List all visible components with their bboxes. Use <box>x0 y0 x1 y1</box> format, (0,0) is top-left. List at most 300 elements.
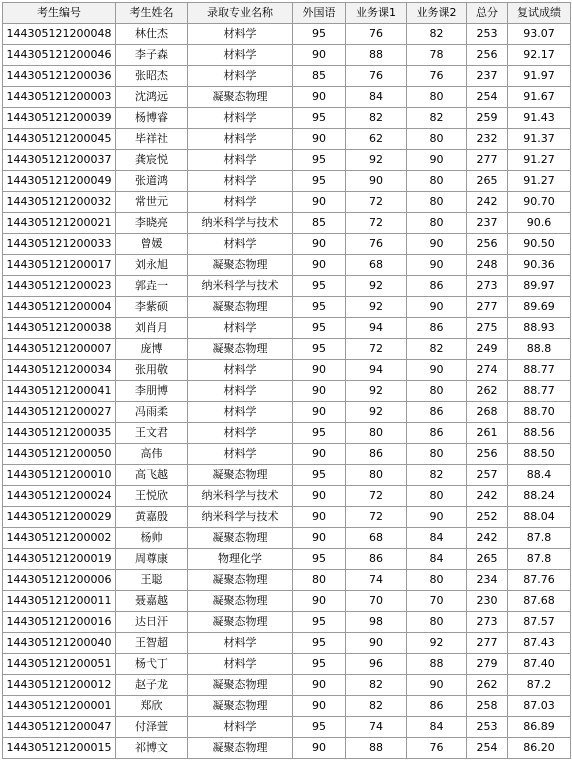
cell-candidate-id: 144305121200040 <box>3 633 116 654</box>
cell-retest-score: 90.36 <box>508 255 571 276</box>
cell-subject-2: 88 <box>407 654 467 675</box>
cell-subject-2: 92 <box>407 633 467 654</box>
cell-subject-2: 90 <box>407 234 467 255</box>
cell-major-name: 纳米科学与技术 <box>188 213 293 234</box>
cell-total-score: 277 <box>467 633 508 654</box>
column-header-candidate-name: 考生姓名 <box>116 3 188 24</box>
cell-candidate-name: 刘永旭 <box>116 255 188 276</box>
table-row <box>3 717 571 738</box>
cell-candidate-name: 达日汗 <box>116 612 188 633</box>
cell-total-score: 234 <box>467 570 508 591</box>
cell-subject-1: 92 <box>346 402 407 423</box>
cell-major-name: 材料学 <box>188 171 293 192</box>
cell-retest-score: 87.68 <box>508 591 571 612</box>
cell-major-name: 材料学 <box>188 633 293 654</box>
cell-candidate-id: 144305121200023 <box>3 276 116 297</box>
table-row <box>3 486 571 507</box>
cell-subject-2: 90 <box>407 507 467 528</box>
cell-candidate-id: 144305121200007 <box>3 339 116 360</box>
cell-candidate-name: 曾媛 <box>116 234 188 255</box>
cell-subject-2: 82 <box>407 108 467 129</box>
cell-candidate-id: 144305121200037 <box>3 150 116 171</box>
cell-retest-score: 87.8 <box>508 528 571 549</box>
cell-candidate-name: 张昭杰 <box>116 66 188 87</box>
cell-major-name: 材料学 <box>188 108 293 129</box>
cell-candidate-name: 祁博文 <box>116 738 188 759</box>
cell-candidate-id: 144305121200041 <box>3 381 116 402</box>
cell-subject-2: 84 <box>407 528 467 549</box>
cell-foreign-language: 95 <box>293 339 346 360</box>
cell-subject-2: 90 <box>407 360 467 381</box>
cell-retest-score: 88.93 <box>508 318 571 339</box>
cell-subject-2: 76 <box>407 738 467 759</box>
cell-retest-score: 91.37 <box>508 129 571 150</box>
cell-retest-score: 89.97 <box>508 276 571 297</box>
cell-candidate-name: 李子森 <box>116 45 188 66</box>
cell-subject-2: 82 <box>407 24 467 45</box>
cell-total-score: 262 <box>467 675 508 696</box>
cell-foreign-language: 95 <box>293 654 346 675</box>
cell-candidate-id: 144305121200036 <box>3 66 116 87</box>
cell-total-score: 275 <box>467 318 508 339</box>
cell-foreign-language: 90 <box>293 444 346 465</box>
cell-subject-2: 80 <box>407 192 467 213</box>
table-row <box>3 360 571 381</box>
cell-total-score: 242 <box>467 486 508 507</box>
cell-total-score: 242 <box>467 192 508 213</box>
cell-subject-1: 72 <box>346 486 407 507</box>
cell-candidate-id: 144305121200035 <box>3 423 116 444</box>
cell-candidate-id: 144305121200015 <box>3 738 116 759</box>
cell-foreign-language: 95 <box>293 24 346 45</box>
cell-candidate-id: 144305121200032 <box>3 192 116 213</box>
cell-retest-score: 86.89 <box>508 717 571 738</box>
cell-total-score: 237 <box>467 213 508 234</box>
cell-total-score: 254 <box>467 738 508 759</box>
cell-subject-2: 80 <box>407 570 467 591</box>
table-row <box>3 381 571 402</box>
table-row <box>3 45 571 66</box>
cell-candidate-name: 杨博睿 <box>116 108 188 129</box>
cell-subject-1: 86 <box>346 549 407 570</box>
cell-subject-1: 62 <box>346 129 407 150</box>
cell-candidate-id: 144305121200004 <box>3 297 116 318</box>
cell-retest-score: 91.27 <box>508 171 571 192</box>
cell-major-name: 材料学 <box>188 318 293 339</box>
cell-retest-score: 88.77 <box>508 381 571 402</box>
table-row <box>3 654 571 675</box>
cell-retest-score: 88.77 <box>508 360 571 381</box>
cell-subject-1: 80 <box>346 423 407 444</box>
table-row <box>3 549 571 570</box>
cell-candidate-name: 王文君 <box>116 423 188 444</box>
cell-total-score: 248 <box>467 255 508 276</box>
table-row <box>3 297 571 318</box>
cell-subject-1: 82 <box>346 675 407 696</box>
table-row <box>3 192 571 213</box>
cell-retest-score: 91.67 <box>508 87 571 108</box>
cell-total-score: 268 <box>467 402 508 423</box>
cell-candidate-name: 冯雨柔 <box>116 402 188 423</box>
cell-major-name: 材料学 <box>188 45 293 66</box>
cell-foreign-language: 90 <box>293 360 346 381</box>
cell-subject-1: 90 <box>346 633 407 654</box>
cell-foreign-language: 90 <box>293 675 346 696</box>
cell-retest-score: 92.17 <box>508 45 571 66</box>
cell-subject-2: 90 <box>407 255 467 276</box>
admission-score-table <box>2 2 571 759</box>
cell-subject-2: 80 <box>407 486 467 507</box>
cell-major-name: 纳米科学与技术 <box>188 507 293 528</box>
table-row <box>3 528 571 549</box>
cell-retest-score: 90.6 <box>508 213 571 234</box>
cell-total-score: 277 <box>467 150 508 171</box>
cell-total-score: 230 <box>467 591 508 612</box>
cell-subject-1: 70 <box>346 591 407 612</box>
column-header-total-score: 总分 <box>467 3 508 24</box>
cell-subject-1: 76 <box>346 234 407 255</box>
cell-retest-score: 90.70 <box>508 192 571 213</box>
cell-major-name: 凝聚态物理 <box>188 465 293 486</box>
cell-subject-2: 90 <box>407 150 467 171</box>
cell-candidate-name: 张道鸿 <box>116 171 188 192</box>
cell-candidate-id: 144305121200024 <box>3 486 116 507</box>
cell-major-name: 材料学 <box>188 234 293 255</box>
cell-candidate-id: 144305121200012 <box>3 675 116 696</box>
cell-total-score: 261 <box>467 423 508 444</box>
cell-foreign-language: 90 <box>293 507 346 528</box>
cell-candidate-name: 毕祥社 <box>116 129 188 150</box>
cell-candidate-id: 144305121200046 <box>3 45 116 66</box>
cell-major-name: 材料学 <box>188 192 293 213</box>
cell-candidate-name: 王悦欣 <box>116 486 188 507</box>
cell-total-score: 249 <box>467 339 508 360</box>
table-row <box>3 570 571 591</box>
cell-foreign-language: 90 <box>293 696 346 717</box>
cell-major-name: 凝聚态物理 <box>188 255 293 276</box>
cell-total-score: 256 <box>467 444 508 465</box>
cell-subject-2: 86 <box>407 696 467 717</box>
table-row <box>3 633 571 654</box>
table-row <box>3 129 571 150</box>
cell-subject-2: 80 <box>407 381 467 402</box>
cell-subject-1: 82 <box>346 108 407 129</box>
cell-major-name: 凝聚态物理 <box>188 528 293 549</box>
cell-total-score: 265 <box>467 549 508 570</box>
cell-candidate-id: 144305121200051 <box>3 654 116 675</box>
cell-total-score: 258 <box>467 696 508 717</box>
cell-total-score: 257 <box>467 465 508 486</box>
cell-subject-2: 86 <box>407 402 467 423</box>
cell-candidate-name: 沈鸿远 <box>116 87 188 108</box>
cell-major-name: 材料学 <box>188 66 293 87</box>
cell-candidate-id: 144305121200034 <box>3 360 116 381</box>
cell-total-score: 237 <box>467 66 508 87</box>
cell-subject-1: 68 <box>346 528 407 549</box>
cell-total-score: 273 <box>467 276 508 297</box>
cell-subject-2: 86 <box>407 423 467 444</box>
column-header-candidate-id: 考生编号 <box>3 3 116 24</box>
cell-total-score: 262 <box>467 381 508 402</box>
cell-foreign-language: 90 <box>293 129 346 150</box>
cell-candidate-id: 144305121200033 <box>3 234 116 255</box>
cell-foreign-language: 90 <box>293 738 346 759</box>
cell-candidate-name: 李晓亮 <box>116 213 188 234</box>
cell-subject-1: 88 <box>346 738 407 759</box>
table-row <box>3 213 571 234</box>
cell-major-name: 纳米科学与技术 <box>188 276 293 297</box>
table-row <box>3 234 571 255</box>
cell-retest-score: 87.03 <box>508 696 571 717</box>
cell-foreign-language: 95 <box>293 633 346 654</box>
column-header-foreign-language: 外国语 <box>293 3 346 24</box>
cell-retest-score: 88.70 <box>508 402 571 423</box>
cell-candidate-id: 144305121200049 <box>3 171 116 192</box>
cell-subject-2: 82 <box>407 339 467 360</box>
cell-subject-1: 98 <box>346 612 407 633</box>
cell-foreign-language: 90 <box>293 45 346 66</box>
table-row <box>3 318 571 339</box>
cell-total-score: 259 <box>467 108 508 129</box>
cell-retest-score: 91.97 <box>508 66 571 87</box>
cell-foreign-language: 90 <box>293 381 346 402</box>
table-row <box>3 423 571 444</box>
cell-retest-score: 88.04 <box>508 507 571 528</box>
cell-subject-1: 74 <box>346 570 407 591</box>
cell-subject-1: 76 <box>346 66 407 87</box>
cell-candidate-id: 144305121200017 <box>3 255 116 276</box>
cell-candidate-name: 高飞越 <box>116 465 188 486</box>
cell-foreign-language: 90 <box>293 192 346 213</box>
cell-foreign-language: 95 <box>293 549 346 570</box>
cell-candidate-name: 张用敬 <box>116 360 188 381</box>
cell-candidate-name: 黄嘉殷 <box>116 507 188 528</box>
cell-foreign-language: 85 <box>293 66 346 87</box>
cell-total-score: 254 <box>467 87 508 108</box>
cell-candidate-name: 郑欣 <box>116 696 188 717</box>
cell-retest-score: 87.76 <box>508 570 571 591</box>
cell-retest-score: 88.4 <box>508 465 571 486</box>
cell-major-name: 材料学 <box>188 402 293 423</box>
cell-foreign-language: 95 <box>293 612 346 633</box>
cell-candidate-id: 144305121200016 <box>3 612 116 633</box>
table-row <box>3 171 571 192</box>
cell-total-score: 256 <box>467 45 508 66</box>
cell-major-name: 材料学 <box>188 24 293 45</box>
cell-major-name: 材料学 <box>188 717 293 738</box>
cell-total-score: 253 <box>467 24 508 45</box>
cell-foreign-language: 90 <box>293 402 346 423</box>
cell-major-name: 凝聚态物理 <box>188 696 293 717</box>
table-row <box>3 738 571 759</box>
cell-subject-2: 80 <box>407 171 467 192</box>
cell-subject-1: 92 <box>346 381 407 402</box>
cell-candidate-name: 付泽萱 <box>116 717 188 738</box>
cell-major-name: 凝聚态物理 <box>188 570 293 591</box>
column-header-major-name: 录取专业名称 <box>188 3 293 24</box>
cell-subject-1: 94 <box>346 318 407 339</box>
cell-total-score: 274 <box>467 360 508 381</box>
cell-subject-2: 78 <box>407 45 467 66</box>
cell-major-name: 材料学 <box>188 129 293 150</box>
cell-retest-score: 88.8 <box>508 339 571 360</box>
cell-foreign-language: 95 <box>293 423 346 444</box>
cell-foreign-language: 95 <box>293 150 346 171</box>
cell-candidate-id: 144305121200048 <box>3 24 116 45</box>
table-row <box>3 465 571 486</box>
cell-total-score: 277 <box>467 297 508 318</box>
cell-major-name: 凝聚态物理 <box>188 591 293 612</box>
cell-retest-score: 91.43 <box>508 108 571 129</box>
cell-foreign-language: 95 <box>293 465 346 486</box>
cell-subject-1: 74 <box>346 717 407 738</box>
cell-retest-score: 87.57 <box>508 612 571 633</box>
cell-retest-score: 87.43 <box>508 633 571 654</box>
cell-foreign-language: 90 <box>293 234 346 255</box>
cell-subject-1: 82 <box>346 696 407 717</box>
cell-subject-1: 72 <box>346 339 407 360</box>
table-row <box>3 444 571 465</box>
cell-subject-2: 84 <box>407 549 467 570</box>
cell-major-name: 材料学 <box>188 654 293 675</box>
cell-foreign-language: 95 <box>293 276 346 297</box>
cell-candidate-id: 144305121200021 <box>3 213 116 234</box>
cell-candidate-id: 144305121200001 <box>3 696 116 717</box>
cell-subject-1: 92 <box>346 276 407 297</box>
cell-subject-2: 70 <box>407 591 467 612</box>
cell-foreign-language: 90 <box>293 87 346 108</box>
cell-subject-1: 96 <box>346 654 407 675</box>
table-row <box>3 150 571 171</box>
cell-retest-score: 88.24 <box>508 486 571 507</box>
cell-retest-score: 87.2 <box>508 675 571 696</box>
cell-foreign-language: 90 <box>293 255 346 276</box>
cell-candidate-id: 144305121200038 <box>3 318 116 339</box>
cell-total-score: 279 <box>467 654 508 675</box>
table-row <box>3 591 571 612</box>
cell-retest-score: 88.50 <box>508 444 571 465</box>
cell-major-name: 物理化学 <box>188 549 293 570</box>
table-body <box>3 24 571 759</box>
table-row <box>3 108 571 129</box>
cell-foreign-language: 90 <box>293 486 346 507</box>
cell-candidate-name: 郭垚一 <box>116 276 188 297</box>
cell-candidate-id: 144305121200045 <box>3 129 116 150</box>
cell-major-name: 材料学 <box>188 150 293 171</box>
cell-foreign-language: 95 <box>293 108 346 129</box>
cell-subject-2: 82 <box>407 465 467 486</box>
table-row <box>3 276 571 297</box>
cell-candidate-id: 144305121200011 <box>3 591 116 612</box>
table-row <box>3 66 571 87</box>
table-row <box>3 339 571 360</box>
cell-subject-1: 80 <box>346 465 407 486</box>
cell-retest-score: 91.27 <box>508 150 571 171</box>
cell-retest-score: 93.07 <box>508 24 571 45</box>
cell-candidate-id: 144305121200010 <box>3 465 116 486</box>
cell-subject-1: 94 <box>346 360 407 381</box>
cell-candidate-id: 144305121200047 <box>3 717 116 738</box>
cell-candidate-id: 144305121200019 <box>3 549 116 570</box>
cell-subject-1: 76 <box>346 24 407 45</box>
cell-foreign-language: 90 <box>293 591 346 612</box>
table-row <box>3 24 571 45</box>
cell-candidate-id: 144305121200027 <box>3 402 116 423</box>
cell-subject-2: 80 <box>407 612 467 633</box>
cell-foreign-language: 85 <box>293 213 346 234</box>
cell-major-name: 凝聚态物理 <box>188 87 293 108</box>
cell-candidate-name: 赵子龙 <box>116 675 188 696</box>
cell-candidate-name: 龚宸悦 <box>116 150 188 171</box>
cell-subject-2: 80 <box>407 444 467 465</box>
cell-subject-2: 76 <box>407 66 467 87</box>
cell-subject-2: 86 <box>407 318 467 339</box>
cell-subject-2: 90 <box>407 675 467 696</box>
cell-major-name: 材料学 <box>188 381 293 402</box>
cell-subject-1: 68 <box>346 255 407 276</box>
cell-candidate-id: 144305121200003 <box>3 87 116 108</box>
cell-foreign-language: 80 <box>293 570 346 591</box>
cell-major-name: 凝聚态物理 <box>188 675 293 696</box>
cell-total-score: 252 <box>467 507 508 528</box>
table-row <box>3 87 571 108</box>
cell-subject-1: 86 <box>346 444 407 465</box>
cell-subject-2: 80 <box>407 87 467 108</box>
table-row <box>3 696 571 717</box>
cell-candidate-name: 周尊康 <box>116 549 188 570</box>
column-header-retest-score: 复试成绩 <box>508 3 571 24</box>
cell-candidate-name: 李紫硕 <box>116 297 188 318</box>
cell-subject-1: 90 <box>346 171 407 192</box>
cell-candidate-name: 李朋博 <box>116 381 188 402</box>
cell-major-name: 凝聚态物理 <box>188 738 293 759</box>
cell-candidate-name: 杨弋丁 <box>116 654 188 675</box>
cell-retest-score: 89.69 <box>508 297 571 318</box>
cell-candidate-id: 144305121200039 <box>3 108 116 129</box>
cell-candidate-id: 144305121200050 <box>3 444 116 465</box>
cell-retest-score: 86.20 <box>508 738 571 759</box>
cell-retest-score: 87.40 <box>508 654 571 675</box>
cell-candidate-id: 144305121200029 <box>3 507 116 528</box>
cell-total-score: 265 <box>467 171 508 192</box>
cell-subject-2: 84 <box>407 717 467 738</box>
cell-major-name: 凝聚态物理 <box>188 339 293 360</box>
cell-subject-2: 80 <box>407 129 467 150</box>
cell-major-name: 材料学 <box>188 423 293 444</box>
cell-major-name: 凝聚态物理 <box>188 297 293 318</box>
cell-total-score: 256 <box>467 234 508 255</box>
table-header-row <box>3 3 571 24</box>
cell-candidate-name: 杨帅 <box>116 528 188 549</box>
table-row <box>3 612 571 633</box>
cell-subject-1: 92 <box>346 150 407 171</box>
column-header-subject-1: 业务课1 <box>346 3 407 24</box>
cell-foreign-language: 95 <box>293 717 346 738</box>
cell-candidate-id: 144305121200006 <box>3 570 116 591</box>
cell-subject-1: 84 <box>346 87 407 108</box>
cell-subject-2: 86 <box>407 276 467 297</box>
cell-total-score: 232 <box>467 129 508 150</box>
cell-candidate-name: 聂嘉越 <box>116 591 188 612</box>
cell-retest-score: 88.56 <box>508 423 571 444</box>
table-row <box>3 507 571 528</box>
cell-subject-1: 92 <box>346 297 407 318</box>
cell-subject-1: 72 <box>346 213 407 234</box>
cell-candidate-name: 王聪 <box>116 570 188 591</box>
cell-retest-score: 90.50 <box>508 234 571 255</box>
cell-foreign-language: 95 <box>293 318 346 339</box>
cell-total-score: 242 <box>467 528 508 549</box>
